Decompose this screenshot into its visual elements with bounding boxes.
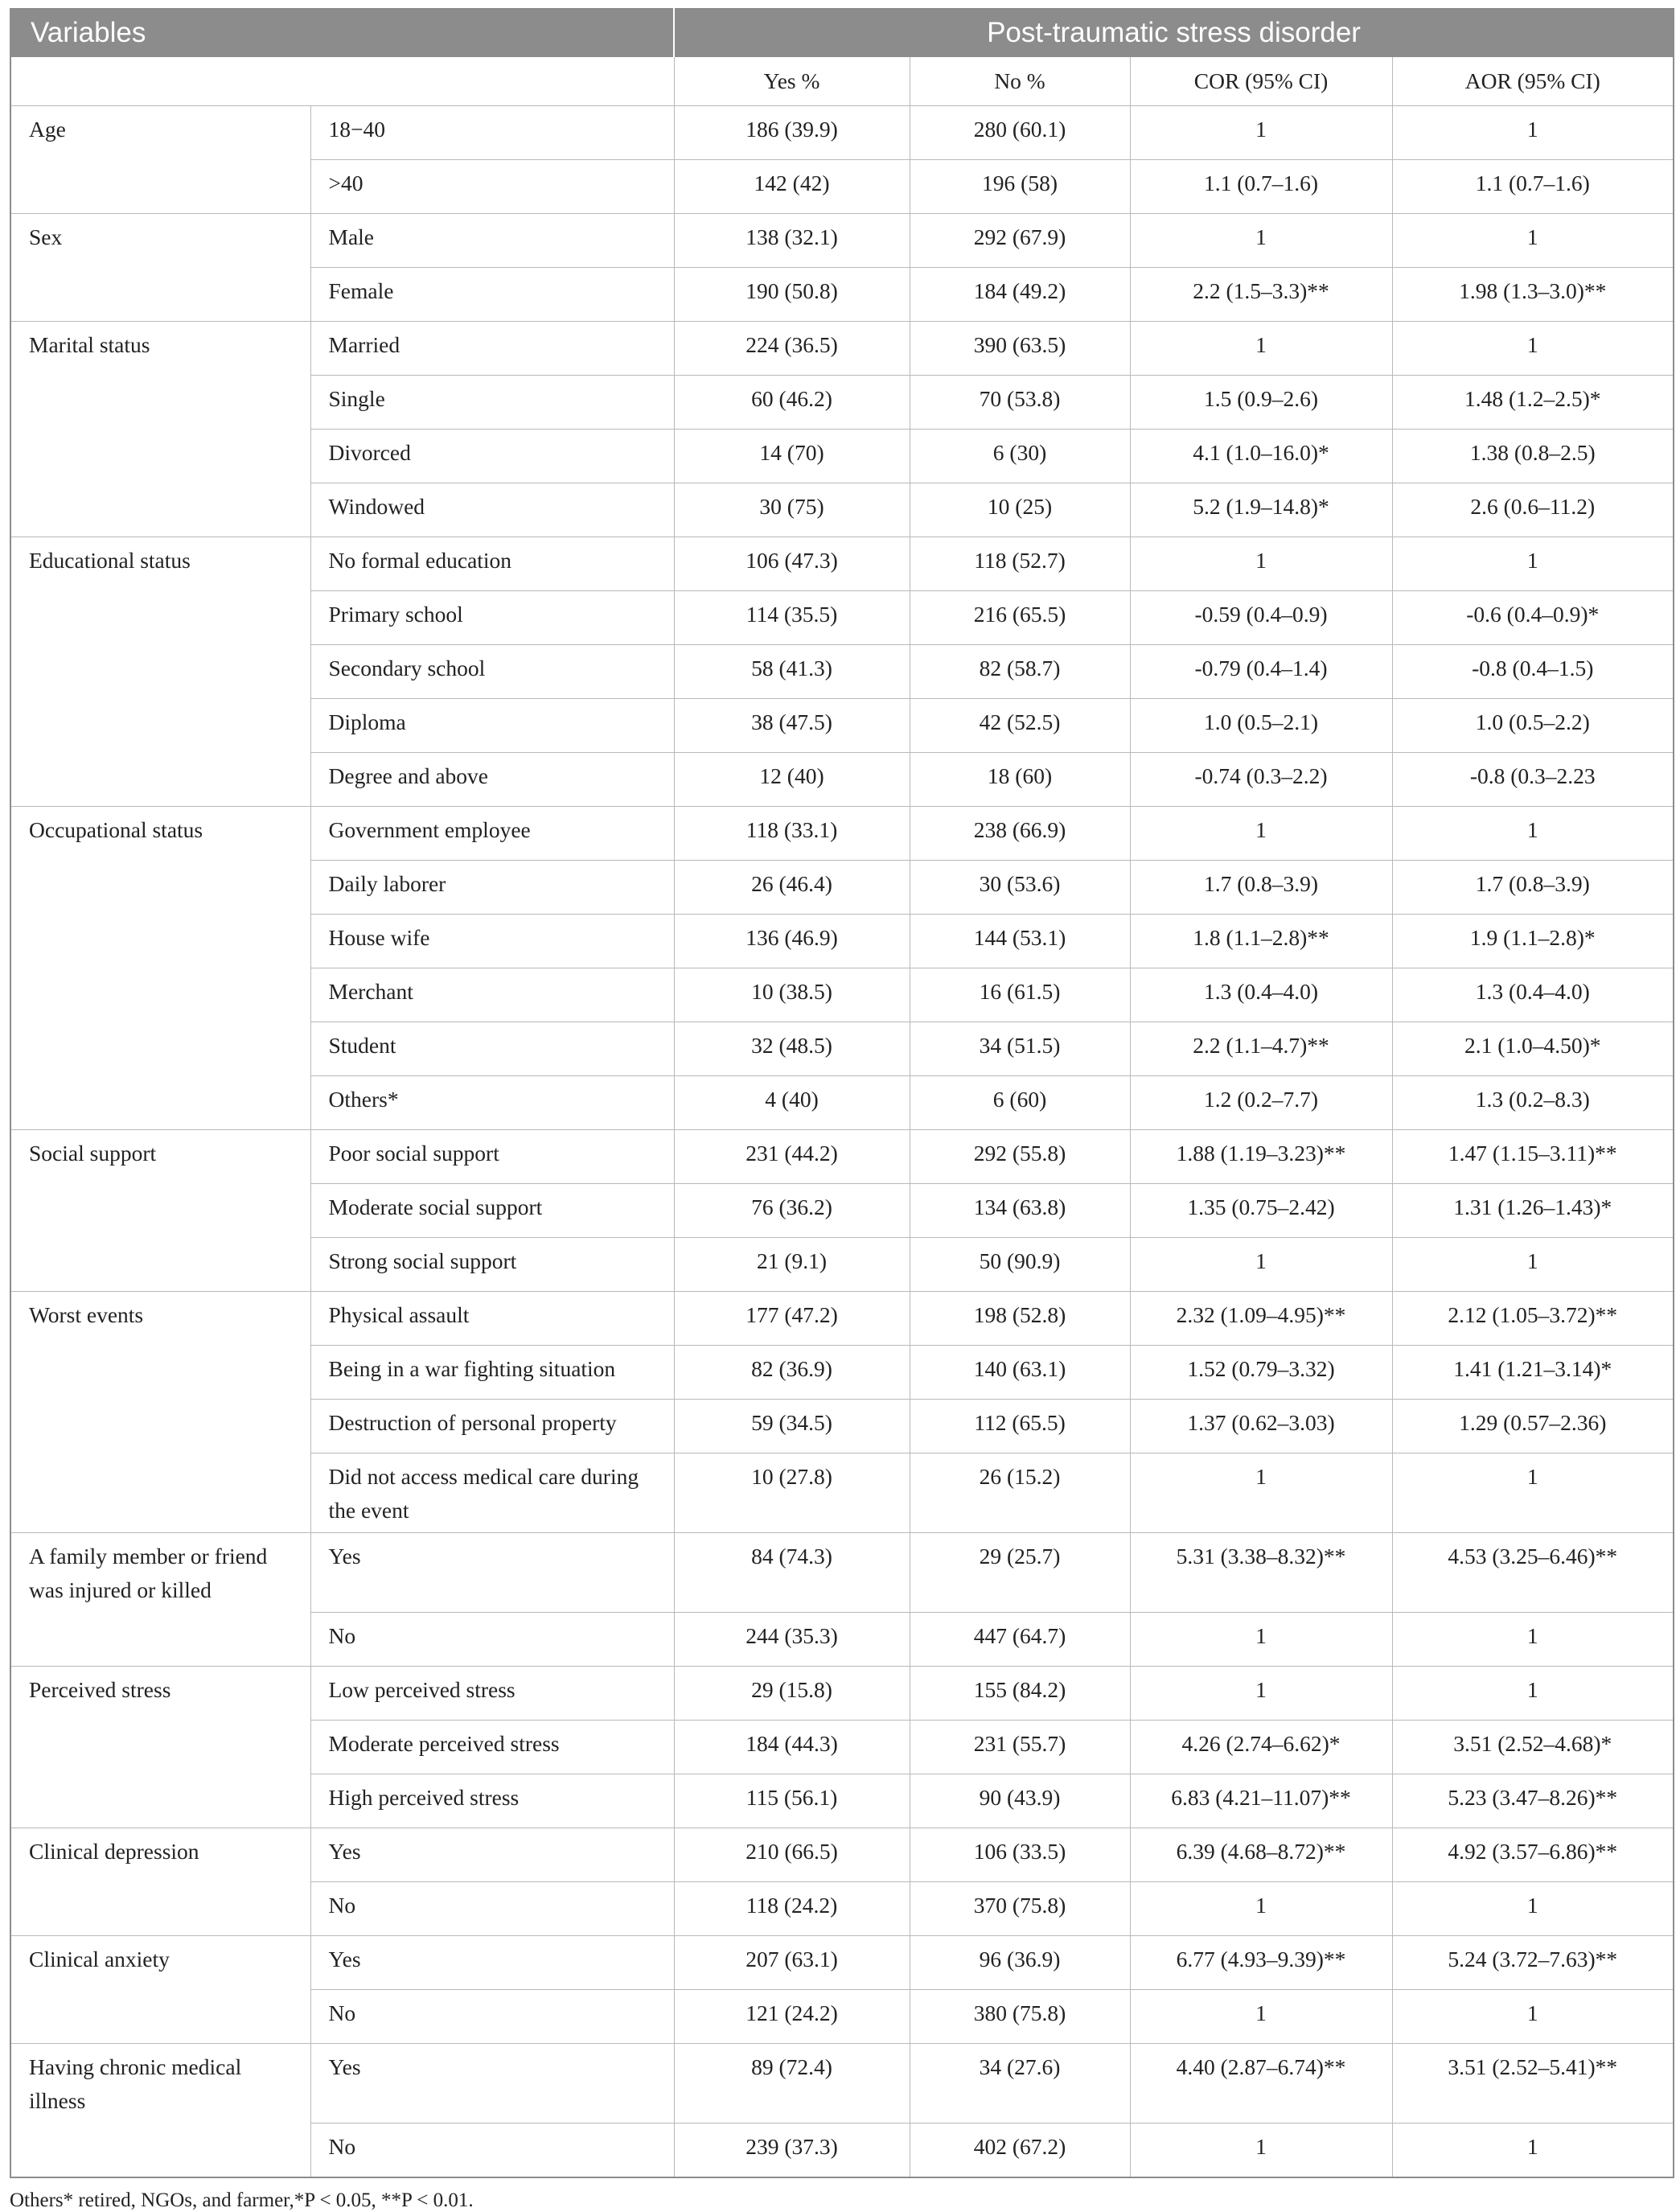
table-row	[10, 1533, 1674, 1613]
variable-name-cell: Having chronic medical illness	[10, 2044, 310, 2178]
aor-cell: 1.41 (1.21–3.14)*	[1392, 1346, 1674, 1400]
yes-percent-cell: 114 (35.5)	[674, 591, 910, 645]
yes-percent-cell: 136 (46.9)	[674, 915, 910, 968]
category-cell: Secondary school	[310, 645, 674, 699]
category-cell: Student	[310, 1022, 674, 1076]
no-percent-cell: 16 (61.5)	[910, 968, 1130, 1022]
cor-cell: 1.3 (0.4–4.0)	[1130, 968, 1392, 1022]
cor-cell: 1.88 (1.19–3.23)**	[1130, 1130, 1392, 1184]
aor-cell: 4.53 (3.25–6.46)**	[1392, 1533, 1674, 1613]
variable-name-cell: Worst events	[10, 1292, 310, 1533]
no-percent-cell: 118 (52.7)	[910, 537, 1130, 591]
cor-header: COR (95% CI)	[1130, 57, 1392, 106]
yes-percent-cell: 142 (42)	[674, 160, 910, 214]
yes-percent-cell: 184 (44.3)	[674, 1721, 910, 1774]
cor-cell: 1	[1130, 1453, 1392, 1533]
aor-cell: 1	[1392, 1613, 1674, 1667]
yes-percent-cell: 76 (36.2)	[674, 1184, 910, 1238]
yes-percent-cell: 58 (41.3)	[674, 645, 910, 699]
aor-cell: 2.1 (1.0–4.50)*	[1392, 1022, 1674, 1076]
yes-percent-cell: 14 (70)	[674, 430, 910, 483]
aor-cell: 1.9 (1.1–2.8)*	[1392, 915, 1674, 968]
aor-cell: 1.38 (0.8–2.5)	[1392, 430, 1674, 483]
no-percent-cell: 390 (63.5)	[910, 322, 1130, 376]
cor-cell: 1.35 (0.75–2.42)	[1130, 1184, 1392, 1238]
aor-cell: 2.6 (0.6–11.2)	[1392, 483, 1674, 537]
no-percent-cell: 184 (49.2)	[910, 268, 1130, 322]
category-cell: Yes	[310, 2044, 674, 2124]
category-cell: Degree and above	[310, 753, 674, 807]
category-cell: Windowed	[310, 483, 674, 537]
cor-cell: 1.37 (0.62–3.03)	[1130, 1400, 1392, 1453]
no-percent-cell: 144 (53.1)	[910, 915, 1130, 968]
aor-cell: 1	[1392, 1238, 1674, 1292]
no-percent-cell: 26 (15.2)	[910, 1453, 1130, 1533]
no-percent-cell: 140 (63.1)	[910, 1346, 1130, 1400]
no-percent-header: No %	[910, 57, 1130, 106]
category-cell: 18−40	[310, 106, 674, 160]
category-cell: House wife	[310, 915, 674, 968]
no-percent-cell: 112 (65.5)	[910, 1400, 1130, 1453]
no-percent-cell: 216 (65.5)	[910, 591, 1130, 645]
cor-cell: 1	[1130, 1238, 1392, 1292]
no-percent-cell: 6 (30)	[910, 430, 1130, 483]
variable-name-cell: Sex	[10, 214, 310, 322]
cor-cell: 1.52 (0.79–3.32)	[1130, 1346, 1392, 1400]
yes-percent-cell: 210 (66.5)	[674, 1828, 910, 1882]
aor-cell: 1.31 (1.26–1.43)*	[1392, 1184, 1674, 1238]
yes-percent-cell: 26 (46.4)	[674, 861, 910, 915]
aor-cell: 1	[1392, 1667, 1674, 1721]
category-cell: Others*	[310, 1076, 674, 1130]
yes-percent-cell: 190 (50.8)	[674, 268, 910, 322]
yes-percent-cell: 186 (39.9)	[674, 106, 910, 160]
yes-percent-cell: 60 (46.2)	[674, 376, 910, 430]
category-cell: High perceived stress	[310, 1774, 674, 1828]
table-header-row	[10, 9, 1674, 57]
aor-cell: -0.8 (0.3–2.23	[1392, 753, 1674, 807]
table-subheader-row	[10, 57, 1674, 106]
yes-percent-cell: 4 (40)	[674, 1076, 910, 1130]
yes-percent-cell: 82 (36.9)	[674, 1346, 910, 1400]
table-footnote: Others* retired, NGOs, and farmer,*P < 0.05, **P < 0.01.	[10, 2189, 474, 2211]
aor-cell: 1.98 (1.3–3.0)**	[1392, 268, 1674, 322]
cor-cell: 4.26 (2.74–6.62)*	[1130, 1721, 1392, 1774]
no-percent-cell: 6 (60)	[910, 1076, 1130, 1130]
variable-name-cell: Clinical depression	[10, 1828, 310, 1936]
variable-name-cell: Occupational status	[10, 807, 310, 1130]
yes-percent-cell: 59 (34.5)	[674, 1400, 910, 1453]
no-percent-cell: 155 (84.2)	[910, 1667, 1130, 1721]
cor-cell: 1.7 (0.8–3.9)	[1130, 861, 1392, 915]
aor-cell: 1.29 (0.57–2.36)	[1392, 1400, 1674, 1453]
cor-cell: 1.1 (0.7–1.6)	[1130, 160, 1392, 214]
variable-name-cell: Clinical anxiety	[10, 1936, 310, 2044]
yes-percent-cell: 118 (33.1)	[674, 807, 910, 861]
no-percent-cell: 402 (67.2)	[910, 2124, 1130, 2178]
aor-cell: 2.12 (1.05–3.72)**	[1392, 1292, 1674, 1346]
category-cell: Destruction of personal property	[310, 1400, 674, 1453]
subheader-blank	[10, 57, 674, 106]
category-cell: Yes	[310, 1828, 674, 1882]
yes-percent-cell: 207 (63.1)	[674, 1936, 910, 1990]
cor-cell: 1	[1130, 2124, 1392, 2178]
yes-percent-cell: 12 (40)	[674, 753, 910, 807]
cor-cell: 6.39 (4.68–8.72)**	[1130, 1828, 1392, 1882]
cor-cell: 1	[1130, 214, 1392, 268]
yes-percent-cell: 10 (27.8)	[674, 1453, 910, 1533]
ptsd-factors-table	[10, 8, 1674, 2178]
yes-percent-cell: 21 (9.1)	[674, 1238, 910, 1292]
table-row	[10, 1936, 1674, 1990]
category-cell: Female	[310, 268, 674, 322]
no-percent-cell: 292 (55.8)	[910, 1130, 1130, 1184]
category-cell: Yes	[310, 1533, 674, 1613]
cor-cell: 1	[1130, 537, 1392, 591]
aor-cell: 1	[1392, 2124, 1674, 2178]
cor-cell: 1	[1130, 1882, 1392, 1936]
category-cell: Divorced	[310, 430, 674, 483]
cor-cell: 5.2 (1.9–14.8)*	[1130, 483, 1392, 537]
aor-cell: 1	[1392, 537, 1674, 591]
table-row	[10, 214, 1674, 268]
aor-cell: 1	[1392, 1990, 1674, 2044]
cor-cell: 1.0 (0.5–2.1)	[1130, 699, 1392, 753]
no-percent-cell: 380 (75.8)	[910, 1990, 1130, 2044]
category-cell: Strong social support	[310, 1238, 674, 1292]
category-cell: No	[310, 2124, 674, 2178]
no-percent-cell: 82 (58.7)	[910, 645, 1130, 699]
yes-percent-cell: 224 (36.5)	[674, 322, 910, 376]
no-percent-cell: 42 (52.5)	[910, 699, 1130, 753]
aor-cell: 1.0 (0.5–2.2)	[1392, 699, 1674, 753]
table-row	[10, 1130, 1674, 1184]
table-row	[10, 322, 1674, 376]
variable-name-cell: Marital status	[10, 322, 310, 537]
cor-cell: 1.8 (1.1–2.8)**	[1130, 915, 1392, 968]
no-percent-cell: 292 (67.9)	[910, 214, 1130, 268]
yes-percent-cell: 244 (35.3)	[674, 1613, 910, 1667]
category-cell: Poor social support	[310, 1130, 674, 1184]
no-percent-cell: 231 (55.7)	[910, 1721, 1130, 1774]
cor-cell: 2.2 (1.5–3.3)**	[1130, 268, 1392, 322]
category-cell: Yes	[310, 1936, 674, 1990]
cor-cell: 1	[1130, 1990, 1392, 2044]
table-row	[10, 1828, 1674, 1882]
aor-cell: 1.48 (1.2–2.5)*	[1392, 376, 1674, 430]
table-row	[10, 2044, 1674, 2124]
table-row	[10, 537, 1674, 591]
category-cell: Government employee	[310, 807, 674, 861]
category-cell: Did not access medical care during the event	[310, 1453, 674, 1533]
no-percent-cell: 70 (53.8)	[910, 376, 1130, 430]
no-percent-cell: 106 (33.5)	[910, 1828, 1130, 1882]
yes-percent-cell: 10 (38.5)	[674, 968, 910, 1022]
cor-cell: 1	[1130, 1613, 1392, 1667]
yes-percent-cell: 239 (37.3)	[674, 2124, 910, 2178]
yes-percent-cell: 231 (44.2)	[674, 1130, 910, 1184]
yes-percent-cell: 118 (24.2)	[674, 1882, 910, 1936]
category-cell: Single	[310, 376, 674, 430]
category-cell: Primary school	[310, 591, 674, 645]
table-row	[10, 807, 1674, 861]
cor-cell: -0.79 (0.4–1.4)	[1130, 645, 1392, 699]
category-cell: Being in a war fighting situation	[310, 1346, 674, 1400]
no-percent-cell: 34 (51.5)	[910, 1022, 1130, 1076]
no-percent-cell: 280 (60.1)	[910, 106, 1130, 160]
cor-cell: 1.2 (0.2–7.7)	[1130, 1076, 1392, 1130]
aor-cell: 1.7 (0.8–3.9)	[1392, 861, 1674, 915]
category-cell: No	[310, 1613, 674, 1667]
yes-percent-cell: 138 (32.1)	[674, 214, 910, 268]
yes-percent-cell: 121 (24.2)	[674, 1990, 910, 2044]
cor-cell: 2.2 (1.1–4.7)**	[1130, 1022, 1392, 1076]
aor-cell: -0.8 (0.4–1.5)	[1392, 645, 1674, 699]
cor-cell: 6.77 (4.93–9.39)**	[1130, 1936, 1392, 1990]
cor-cell: 4.40 (2.87–6.74)**	[1130, 2044, 1392, 2124]
yes-percent-cell: 177 (47.2)	[674, 1292, 910, 1346]
no-percent-cell: 134 (63.8)	[910, 1184, 1130, 1238]
table-row	[10, 1667, 1674, 1721]
category-cell: No	[310, 1882, 674, 1936]
aor-cell: 1.3 (0.4–4.0)	[1392, 968, 1674, 1022]
no-percent-cell: 447 (64.7)	[910, 1613, 1130, 1667]
category-cell: No formal education	[310, 537, 674, 591]
yes-percent-cell: 84 (74.3)	[674, 1533, 910, 1613]
cor-cell: 5.31 (3.38–8.32)**	[1130, 1533, 1392, 1613]
variable-name-cell: A family member or friend was injured or killed	[10, 1533, 310, 1667]
category-cell: Merchant	[310, 968, 674, 1022]
category-cell: Low perceived stress	[310, 1667, 674, 1721]
variable-name-cell: Perceived stress	[10, 1667, 310, 1828]
aor-cell: 1.3 (0.2–8.3)	[1392, 1076, 1674, 1130]
table-body	[10, 106, 1674, 2178]
category-cell: Diploma	[310, 699, 674, 753]
yes-percent-header: Yes %	[674, 57, 910, 106]
no-percent-cell: 96 (36.9)	[910, 1936, 1130, 1990]
aor-cell: 1	[1392, 214, 1674, 268]
aor-cell: 5.24 (3.72–7.63)**	[1392, 1936, 1674, 1990]
aor-cell: 3.51 (2.52–4.68)*	[1392, 1721, 1674, 1774]
category-cell: Married	[310, 322, 674, 376]
aor-cell: 3.51 (2.52–5.41)**	[1392, 2044, 1674, 2124]
cor-cell: 6.83 (4.21–11.07)**	[1130, 1774, 1392, 1828]
category-cell: >40	[310, 160, 674, 214]
aor-cell: 1.47 (1.15–3.11)**	[1392, 1130, 1674, 1184]
table-row	[10, 106, 1674, 160]
no-percent-cell: 90 (43.9)	[910, 1774, 1130, 1828]
cor-cell: 1	[1130, 106, 1392, 160]
cor-cell: 1	[1130, 807, 1392, 861]
variable-name-cell: Social support	[10, 1130, 310, 1292]
cor-cell: 4.1 (1.0–16.0)*	[1130, 430, 1392, 483]
aor-cell: 4.92 (3.57–6.86)**	[1392, 1828, 1674, 1882]
aor-cell: 1	[1392, 322, 1674, 376]
aor-cell: 1	[1392, 1882, 1674, 1936]
variable-name-cell: Educational status	[10, 537, 310, 807]
aor-cell: 1	[1392, 106, 1674, 160]
cor-cell: -0.74 (0.3–2.2)	[1130, 753, 1392, 807]
variables-header: Variables	[10, 9, 674, 57]
no-percent-cell: 34 (27.6)	[910, 2044, 1130, 2124]
no-percent-cell: 30 (53.6)	[910, 861, 1130, 915]
yes-percent-cell: 32 (48.5)	[674, 1022, 910, 1076]
table-row	[10, 1292, 1674, 1346]
no-percent-cell: 50 (90.9)	[910, 1238, 1130, 1292]
ptsd-table-container	[10, 8, 1673, 2212]
category-cell: Physical assault	[310, 1292, 674, 1346]
aor-cell: 5.23 (3.47–8.26)**	[1392, 1774, 1674, 1828]
no-percent-cell: 198 (52.8)	[910, 1292, 1130, 1346]
yes-percent-cell: 115 (56.1)	[674, 1774, 910, 1828]
category-cell: Moderate perceived stress	[310, 1721, 674, 1774]
yes-percent-cell: 29 (15.8)	[674, 1667, 910, 1721]
aor-cell: 1.1 (0.7–1.6)	[1392, 160, 1674, 214]
variable-name-cell: Age	[10, 106, 310, 214]
yes-percent-cell: 30 (75)	[674, 483, 910, 537]
cor-cell: 1	[1130, 1667, 1392, 1721]
no-percent-cell: 238 (66.9)	[910, 807, 1130, 861]
category-cell: Male	[310, 214, 674, 268]
cor-cell: 1.5 (0.9–2.6)	[1130, 376, 1392, 430]
aor-cell: 1	[1392, 1453, 1674, 1533]
no-percent-cell: 196 (58)	[910, 160, 1130, 214]
no-percent-cell: 29 (25.7)	[910, 1533, 1130, 1613]
yes-percent-cell: 89 (72.4)	[674, 2044, 910, 2124]
yes-percent-cell: 106 (47.3)	[674, 537, 910, 591]
aor-cell: -0.6 (0.4–0.9)*	[1392, 591, 1674, 645]
ptsd-header: Post-traumatic stress disorder	[674, 9, 1674, 57]
yes-percent-cell: 38 (47.5)	[674, 699, 910, 753]
category-cell: Moderate social support	[310, 1184, 674, 1238]
cor-cell: 2.32 (1.09–4.95)**	[1130, 1292, 1392, 1346]
no-percent-cell: 18 (60)	[910, 753, 1130, 807]
no-percent-cell: 370 (75.8)	[910, 1882, 1130, 1936]
cor-cell: 1	[1130, 322, 1392, 376]
cor-cell: -0.59 (0.4–0.9)	[1130, 591, 1392, 645]
category-cell: No	[310, 1990, 674, 2044]
aor-cell: 1	[1392, 807, 1674, 861]
aor-header: AOR (95% CI)	[1392, 57, 1674, 106]
category-cell: Daily laborer	[310, 861, 674, 915]
no-percent-cell: 10 (25)	[910, 483, 1130, 537]
